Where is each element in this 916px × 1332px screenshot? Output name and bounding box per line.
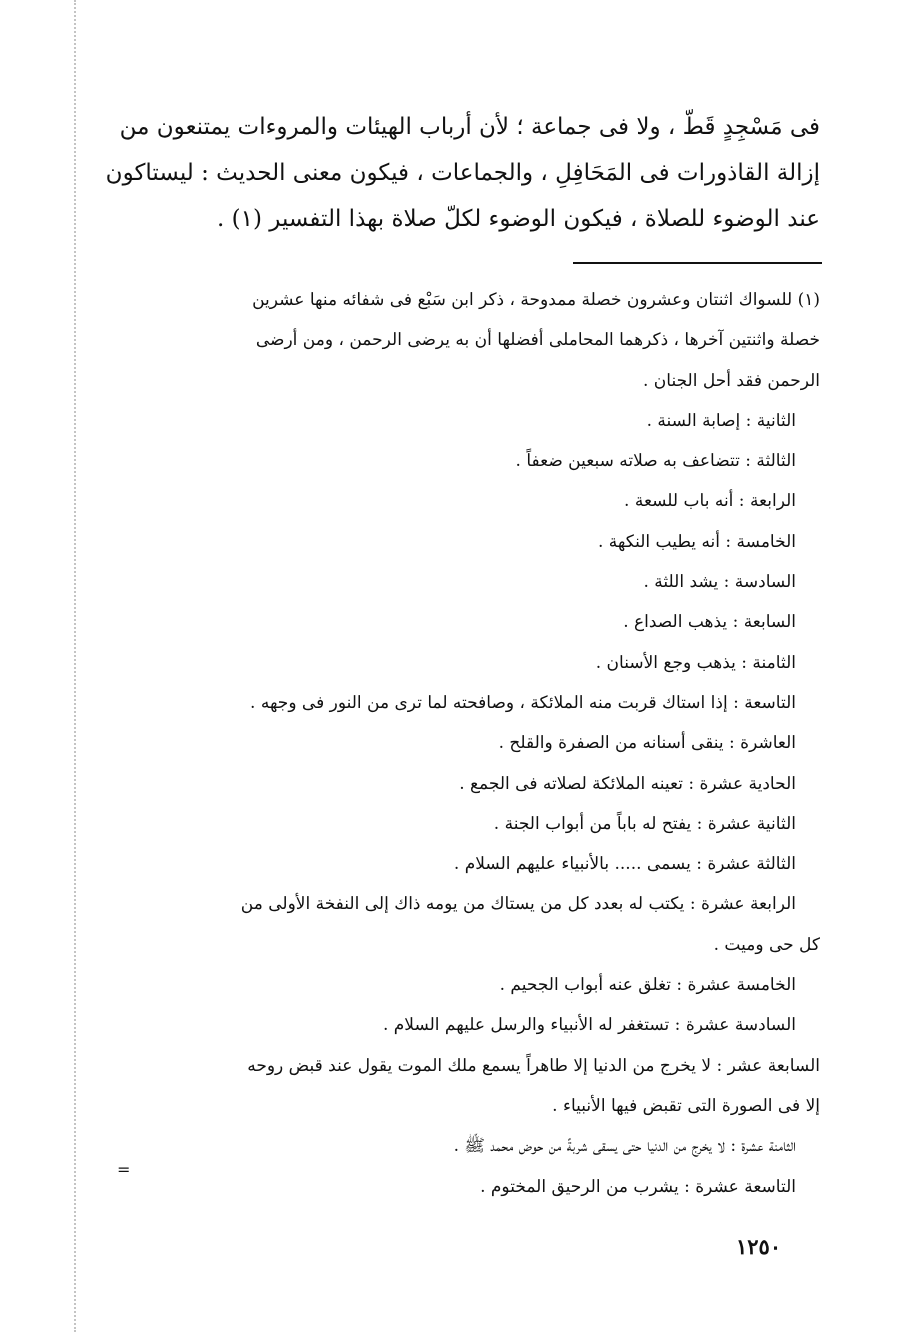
scan-margin-dots	[74, 0, 76, 1332]
footnote-item: الثامنة : يذهب وجع الأسنان .	[595, 652, 796, 673]
footnote-item: العاشرة : ينقى أسنانه من الصفرة والقلح .	[498, 733, 796, 754]
footnote-line: الرحمن فقد أحل الجنان .	[642, 370, 820, 391]
main-line: إزالة القاذورات فى المَحَافِلِ ، والجماعات ، فيكون معنى الحديث : ليستاكون	[105, 160, 820, 186]
footnote-item: الثانية عشرة : يفتح له باباً من أبواب الجنة .	[493, 813, 796, 834]
footnote-item: الرابعة : أنه باب للسعة .	[624, 491, 796, 512]
footnote-line: (١) للسواك اثنتان وعشرون خصلة ممدوحة ، ذكر ابن سَبْع فى شفائه منها عشرين	[252, 290, 820, 310]
footnote-block	[104, 280, 820, 1207]
main-line: فى مَسْجِدٍ قَطّ ، ولا فى جماعة ؛ لأن أرباب الهيئات والمروءات يمتنعون من	[119, 114, 820, 140]
footnote-item: التاسعة : إذا استاك قربت منه الملائكة ، وصافحته لما ترى من النور فى وجهه .	[250, 692, 796, 713]
footnote-item: السادسة عشرة : تستغفر له الأنبياء والرسل عليهم السلام .	[382, 1015, 796, 1036]
footnote-item: الرابعة عشرة : يكتب له بعدد كل من يستاك من يومه ذاك إلى النفخة الأولى من	[240, 894, 796, 915]
footnote-item: الثامنة عشرة : لا يخرج من الدنيا حتى يسقى شربةً من حوض محمد ﷺ .	[453, 1136, 796, 1157]
footnote-line: كل حى وميت .	[713, 934, 820, 955]
main-line: عند الوضوء للصلاة ، فيكون الوضوء لكلّ صلاة بهذا التفسير (١) .	[217, 206, 820, 232]
margin-mark: =	[117, 1160, 131, 1179]
footnote-item: السادسة : يشد اللثة .	[643, 572, 796, 593]
footnote-item: الخامسة : أنه يطيب النكهة .	[597, 531, 796, 552]
footnote-item: الثالثة : تتضاعف به صلاته سبعين ضعفاً .	[515, 451, 796, 472]
footnote-item: الحادية عشرة : تعينه الملائكة لصلاته فى الجمع .	[459, 773, 796, 794]
footnote-item: الثالثة عشرة : يسمى ..... بالأنبياء عليهم السلام .	[453, 854, 796, 875]
footnote-line: خصلة واثنتين آخرها ، ذكرهما المحاملى أفضلها أن به يرضى الرحمن ، ومن أرضى	[255, 330, 820, 351]
footnote-item: الثانية : إصابة السنة .	[646, 410, 796, 431]
page-number: ١٢٥٠	[736, 1234, 782, 1259]
footnote-line: إلا فى الصورة التى تقبض فيها الأنبياء .	[552, 1095, 820, 1116]
footnote-item: السابعة : يذهب الصداع .	[623, 612, 796, 633]
footnote-item: التاسعة عشرة : يشرب من الرحيق المختوم .	[480, 1176, 796, 1197]
footnote-separator	[573, 262, 822, 264]
footnote-item: السابعة عشر : لا يخرج من الدنيا إلا طاهراً يسمع ملك الموت يقول عند قبض روحه	[247, 1055, 820, 1076]
main-text	[104, 104, 820, 242]
footnote-item: الخامسة عشرة : تغلق عنه أبواب الجحيم .	[499, 975, 796, 996]
